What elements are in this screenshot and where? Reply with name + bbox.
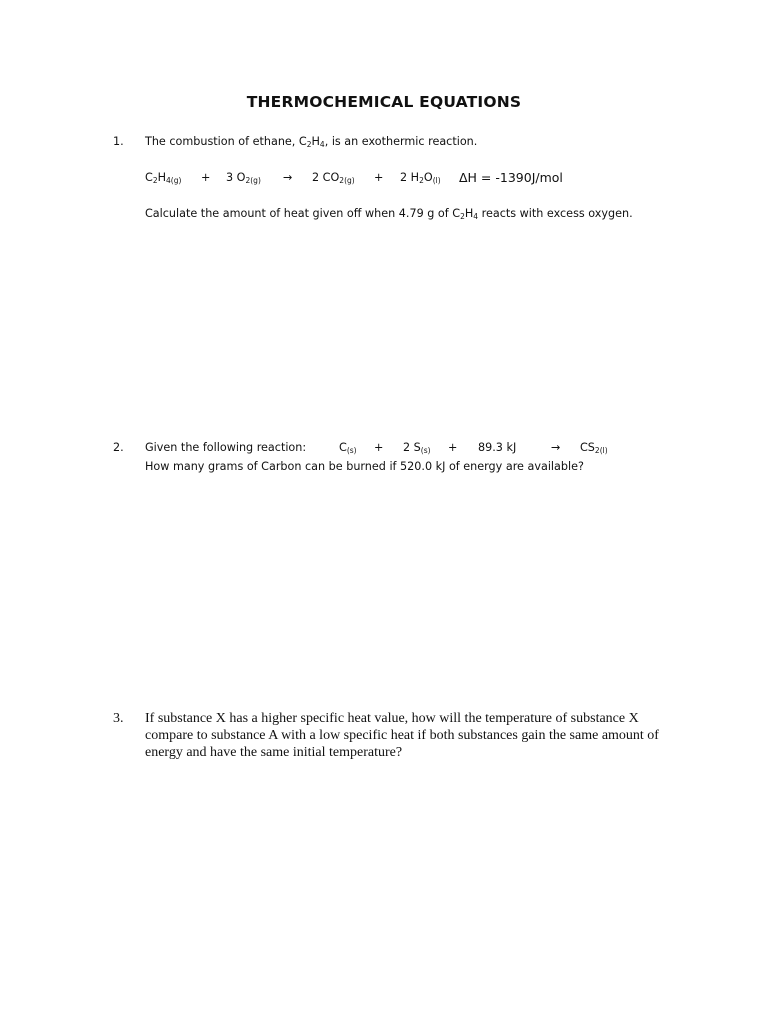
question-1-intro: The combustion of ethane, $C_2H_4$, is an exothermic reaction. <box>145 135 478 149</box>
eq1-reactant-ethane: $C_2H_{4(g)}$ <box>145 171 182 185</box>
eq2-energy: 89.3 kJ <box>478 441 517 454</box>
question-3-line-2: compare to substance A with a low specific heat if both substances gain the same amount of <box>145 728 659 743</box>
eq2-reactant-carbon: $C_{(s)}$ <box>339 441 357 455</box>
page-title: THERMOCHEMICAL EQUATIONS <box>246 93 522 111</box>
question-3-line-1: If substance X has a higher specific heat value, how will the temperature of substance X <box>145 711 639 726</box>
eq2-plus-2: + <box>448 441 458 454</box>
question-1-number: 1. <box>113 135 124 148</box>
question-1-prompt: Calculate the amount of heat given off when 4.79 g of $C_2H_4$ reacts with excess oxygen. <box>145 207 633 221</box>
eq1-reactant-oxygen: 3 $O_{2(g)}$ <box>226 171 261 185</box>
eq2-product: $CS_{2(l)}$ <box>580 441 608 455</box>
eq2-reactant-sulfur: 2 $S_{(s)}$ <box>403 441 431 455</box>
eq2-arrow-icon: → <box>551 441 561 454</box>
eq2-plus-1: + <box>374 441 384 454</box>
eq1-plus-1: + <box>201 171 211 184</box>
question-2-given: Given the following reaction: <box>145 441 307 454</box>
question-3-line-3: energy and have the same initial temperature? <box>145 745 403 760</box>
eq1-arrow-icon: → <box>283 171 293 184</box>
eq1-delta-h: ΔH = -1390J/mol <box>459 170 563 185</box>
question-2-number: 2. <box>113 441 124 454</box>
eq1-product-water: 2 $H_2O_{(l)}$ <box>400 171 441 185</box>
eq1-product-co2: 2 $CO_{2(g)}$ <box>312 171 355 185</box>
question-2-prompt: How many grams of Carbon can be burned if 520.0 kJ of energy are available? <box>145 460 584 473</box>
question-3-number: 3. <box>113 711 124 726</box>
eq1-plus-2: + <box>374 171 384 184</box>
